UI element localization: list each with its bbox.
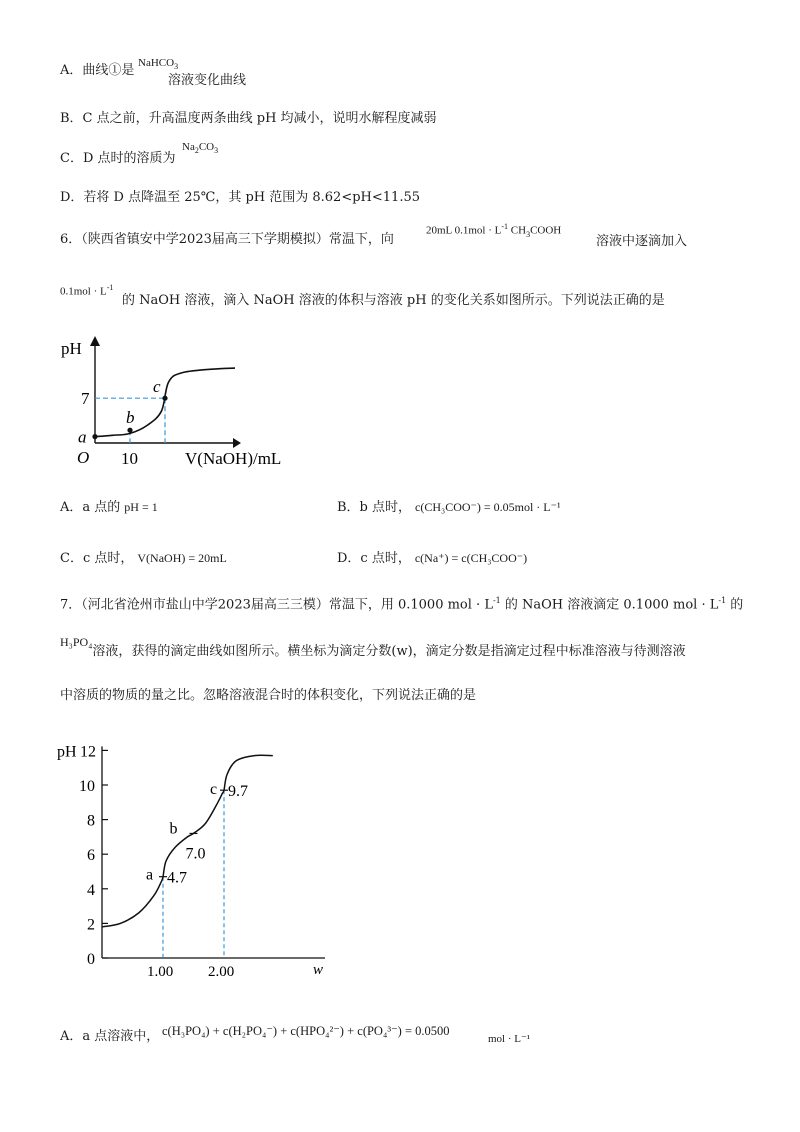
q6-stem2-formula: $0.1mol \cdot L^{-1}$ bbox=[60, 283, 114, 298]
y-tick-label-8: 8 bbox=[87, 812, 95, 830]
x-axis-label: w bbox=[313, 962, 324, 978]
q7-option-a-unit: mol · L⁻¹ bbox=[488, 1033, 531, 1045]
origin-label: O bbox=[77, 448, 90, 467]
y-axis-arrow bbox=[90, 336, 100, 346]
q6-option-c-formula: V(NaOH) = 20mL bbox=[137, 551, 227, 565]
q5-option-c-formula: $Na_2CO_3$ bbox=[182, 141, 219, 156]
point-label-b: b bbox=[126, 408, 135, 428]
point-value-c: 9.7 bbox=[228, 783, 248, 801]
y-tick-label-10: 10 bbox=[79, 778, 95, 795]
q7-titration-curve bbox=[102, 755, 273, 927]
point-label-c: c bbox=[210, 781, 218, 799]
x-axis-label: V(NaOH)/mL bbox=[185, 449, 282, 468]
point-a bbox=[92, 434, 97, 439]
q6-stem2-text: 的 NaOH 溶液，滴入 NaOH 溶液的体积与溶液 pH 的变化关系如图所示。下列说法正确的是 bbox=[122, 293, 665, 308]
q7-stem-formula: H₃PO₄ bbox=[60, 635, 93, 649]
q7-stem-line3: 中溶质的物质的量之比。忽略溶液混合时的体积变化，下列说法正确的是 bbox=[60, 688, 477, 703]
y-tick-label-6: 6 bbox=[87, 847, 95, 865]
x-tick-label-2.00: 2.00 bbox=[208, 964, 235, 978]
q6-stem-part2: 溶液中逐滴加入 bbox=[596, 234, 688, 249]
q6-stem-formula: 20mL $0.1mol \cdot L^{-1}$ $CH_3COOH$ bbox=[426, 222, 562, 239]
q7-option-a-formula: c(H₃PO₄) + c(H₂PO₄⁻) + c(HPO₄²⁻) + c(PO₄³⁻) = 0.0500 bbox=[162, 1024, 450, 1038]
y-tick-label-0: 0 bbox=[87, 951, 95, 968]
q7-option-a: A．a 点溶液中， bbox=[60, 1029, 160, 1044]
q6-option-d-formula: c(Na⁺) = c(CH₃COO⁻) bbox=[414, 551, 528, 565]
y-tick-label-2: 2 bbox=[87, 916, 95, 934]
point-value-b: 7.0 bbox=[185, 845, 206, 863]
q6-option-a-formula: pH = 1 bbox=[124, 500, 158, 514]
q6-option-d: D．c 点时， c(Na⁺) = c(CH₃COO⁻) bbox=[337, 551, 528, 566]
y-tick-label-12: 12 bbox=[80, 743, 96, 761]
y-tick-label-4: 4 bbox=[87, 881, 95, 899]
x-tick-label-1.00: 1.00 bbox=[147, 964, 174, 978]
q6-option-c: C．c 点时， V(NaOH) = 20mL bbox=[60, 551, 227, 566]
q7-stem-line1: 7．（河北省沧州市盐山中学2023届高三三模）常温下，用 0.1000 mol · $L^{-1}$ 的 NaOH 溶液滴定 0.1000 mol · $L^{-1}$ 的 bbox=[60, 596, 744, 613]
q7-stem-line2: H₃PO₄溶液，获得的滴定曲线如图所示。横坐标为滴定分数(w)，滴定分数是指滴定过程中标准溶液与待测溶液 bbox=[60, 635, 686, 659]
q5-option-a-formula: NaHCO$_3$ bbox=[138, 57, 179, 72]
y-tick-label: 7 bbox=[81, 389, 90, 409]
point-label-b: b bbox=[169, 820, 178, 838]
q5-option-c: C．D 点时的溶质为 bbox=[60, 151, 176, 166]
q6-option-a: A．a 点的 pH = 1 bbox=[60, 500, 158, 515]
y-axis-label: pH bbox=[57, 743, 77, 761]
q6-option-b-formula: c(CH₃COO⁻) = 0.05mol · L⁻¹ bbox=[415, 500, 561, 514]
point-b bbox=[127, 428, 132, 433]
q5-option-d: D．若将 D 点降温至 25℃，其 pH 范围为 8.62<pH<11.55 bbox=[60, 190, 420, 205]
x-tick-label: 10 bbox=[121, 449, 138, 468]
q6-stem-part1: 6．（陕西省镇安中学2023届高三下学期模拟）常温下，向 bbox=[60, 232, 394, 247]
q5-option-a: A．曲线①是 bbox=[60, 63, 135, 78]
q5-option-a-text: 溶液变化曲线 bbox=[168, 73, 247, 88]
q7-titration-chart bbox=[55, 738, 345, 978]
q6-option-b: B．b 点时， c(CH₃COO⁻) = 0.05mol · L⁻¹ bbox=[337, 500, 561, 515]
y-axis-label: pH bbox=[61, 339, 82, 358]
point-label-a: a bbox=[146, 866, 154, 884]
point-value-a: 4.7 bbox=[167, 869, 187, 887]
x-axis-arrow bbox=[233, 438, 241, 448]
point-c bbox=[162, 396, 167, 401]
point-label-a: a bbox=[78, 427, 87, 447]
q5-option-b: B．C 点之前，升高温度两条曲线 pH 均减小，说明水解程度减弱 bbox=[60, 111, 437, 126]
point-label-c: c bbox=[153, 377, 161, 397]
q6-titration-chart bbox=[55, 330, 315, 475]
